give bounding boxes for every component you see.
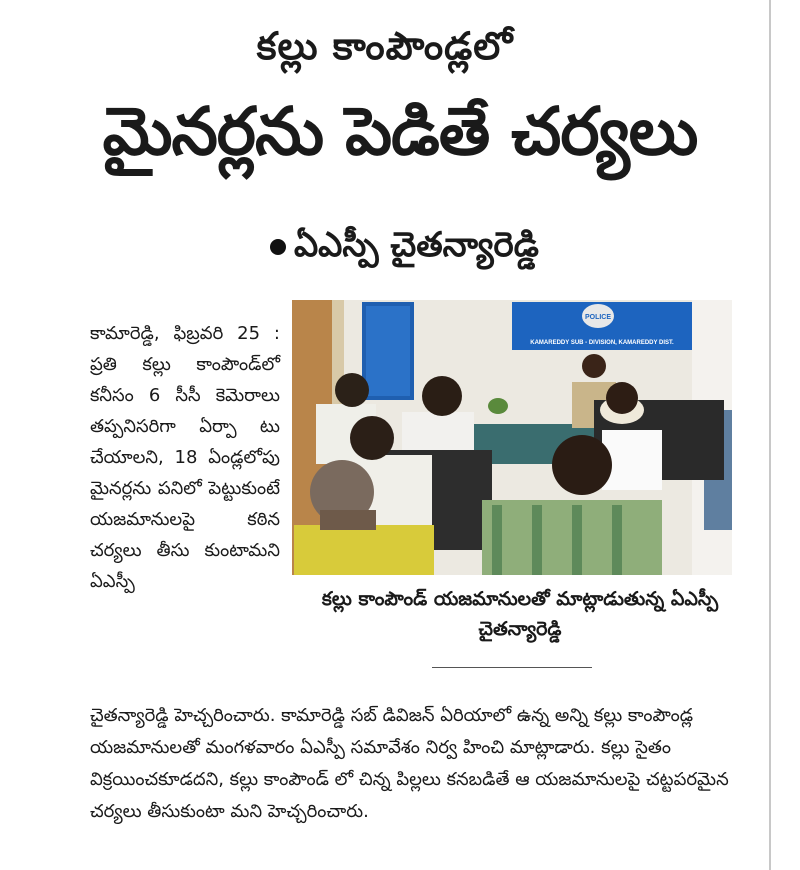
bullet-icon bbox=[270, 239, 286, 255]
article-body-column: కామారెడ్డి, ఫిబ్రవరి 25 : ప్రతి కల్లు కాంపౌండ్‌లో కనీసం 6 సీసీ కెమెరాలు తప్పనిసరిగా ఏర్పా టు చేయాలని, 18 ఏండ్లలోపు మైనర్లను పనిలో పెట్టుకుంటే యజమానులపై కఠిన చర్యలు తీసు కుంటామని ఏఎస్పీ bbox=[90, 323, 280, 592]
subheadline bbox=[270, 222, 539, 268]
headline-kicker: కల్లు కాంపౌండ్లలో bbox=[256, 24, 514, 68]
headline: మైనర్లను పెడితే చర్యలు bbox=[102, 93, 698, 170]
photo-banner-top: POLICE bbox=[584, 314, 612, 321]
news-photo bbox=[292, 300, 732, 575]
article-body-continued: చైతన్యారెడ్డి హెచ్చరించారు. కామారెడ్డి సబ్ డివిజన్ ఏరియాలో ఉన్న అన్ని కల్లు కాంపౌండ్ల యజమానులతో మంగళవారం ఏఎస్పీ సమావేశం నిర్వ హించి మాట్లాడారు. కల్లు సైతం విక్రయించకూడదని, కల్లు కాంపౌండ్ లో చిన్న పిల్లలు కనబడితే ఆ యజమానులపై చట్టపరమైన చర్యలు తీసుకుంటా మని హెచ్చరించారు. bbox=[90, 705, 729, 822]
caption-rule bbox=[432, 667, 592, 668]
photo-banner-text: KAMAREDDY SUB - DIVISION, KAMAREDDY DIST. bbox=[530, 340, 674, 346]
photo-caption: కల్లు కాంపౌండ్ యజమానులతో మాట్లాడుతున్న ఏఎస్పీ చైతన్యారెడ్డి bbox=[321, 588, 719, 640]
subheadline-text: ఏఎస్పీ చైతన్యారెడ్డి bbox=[294, 225, 539, 265]
